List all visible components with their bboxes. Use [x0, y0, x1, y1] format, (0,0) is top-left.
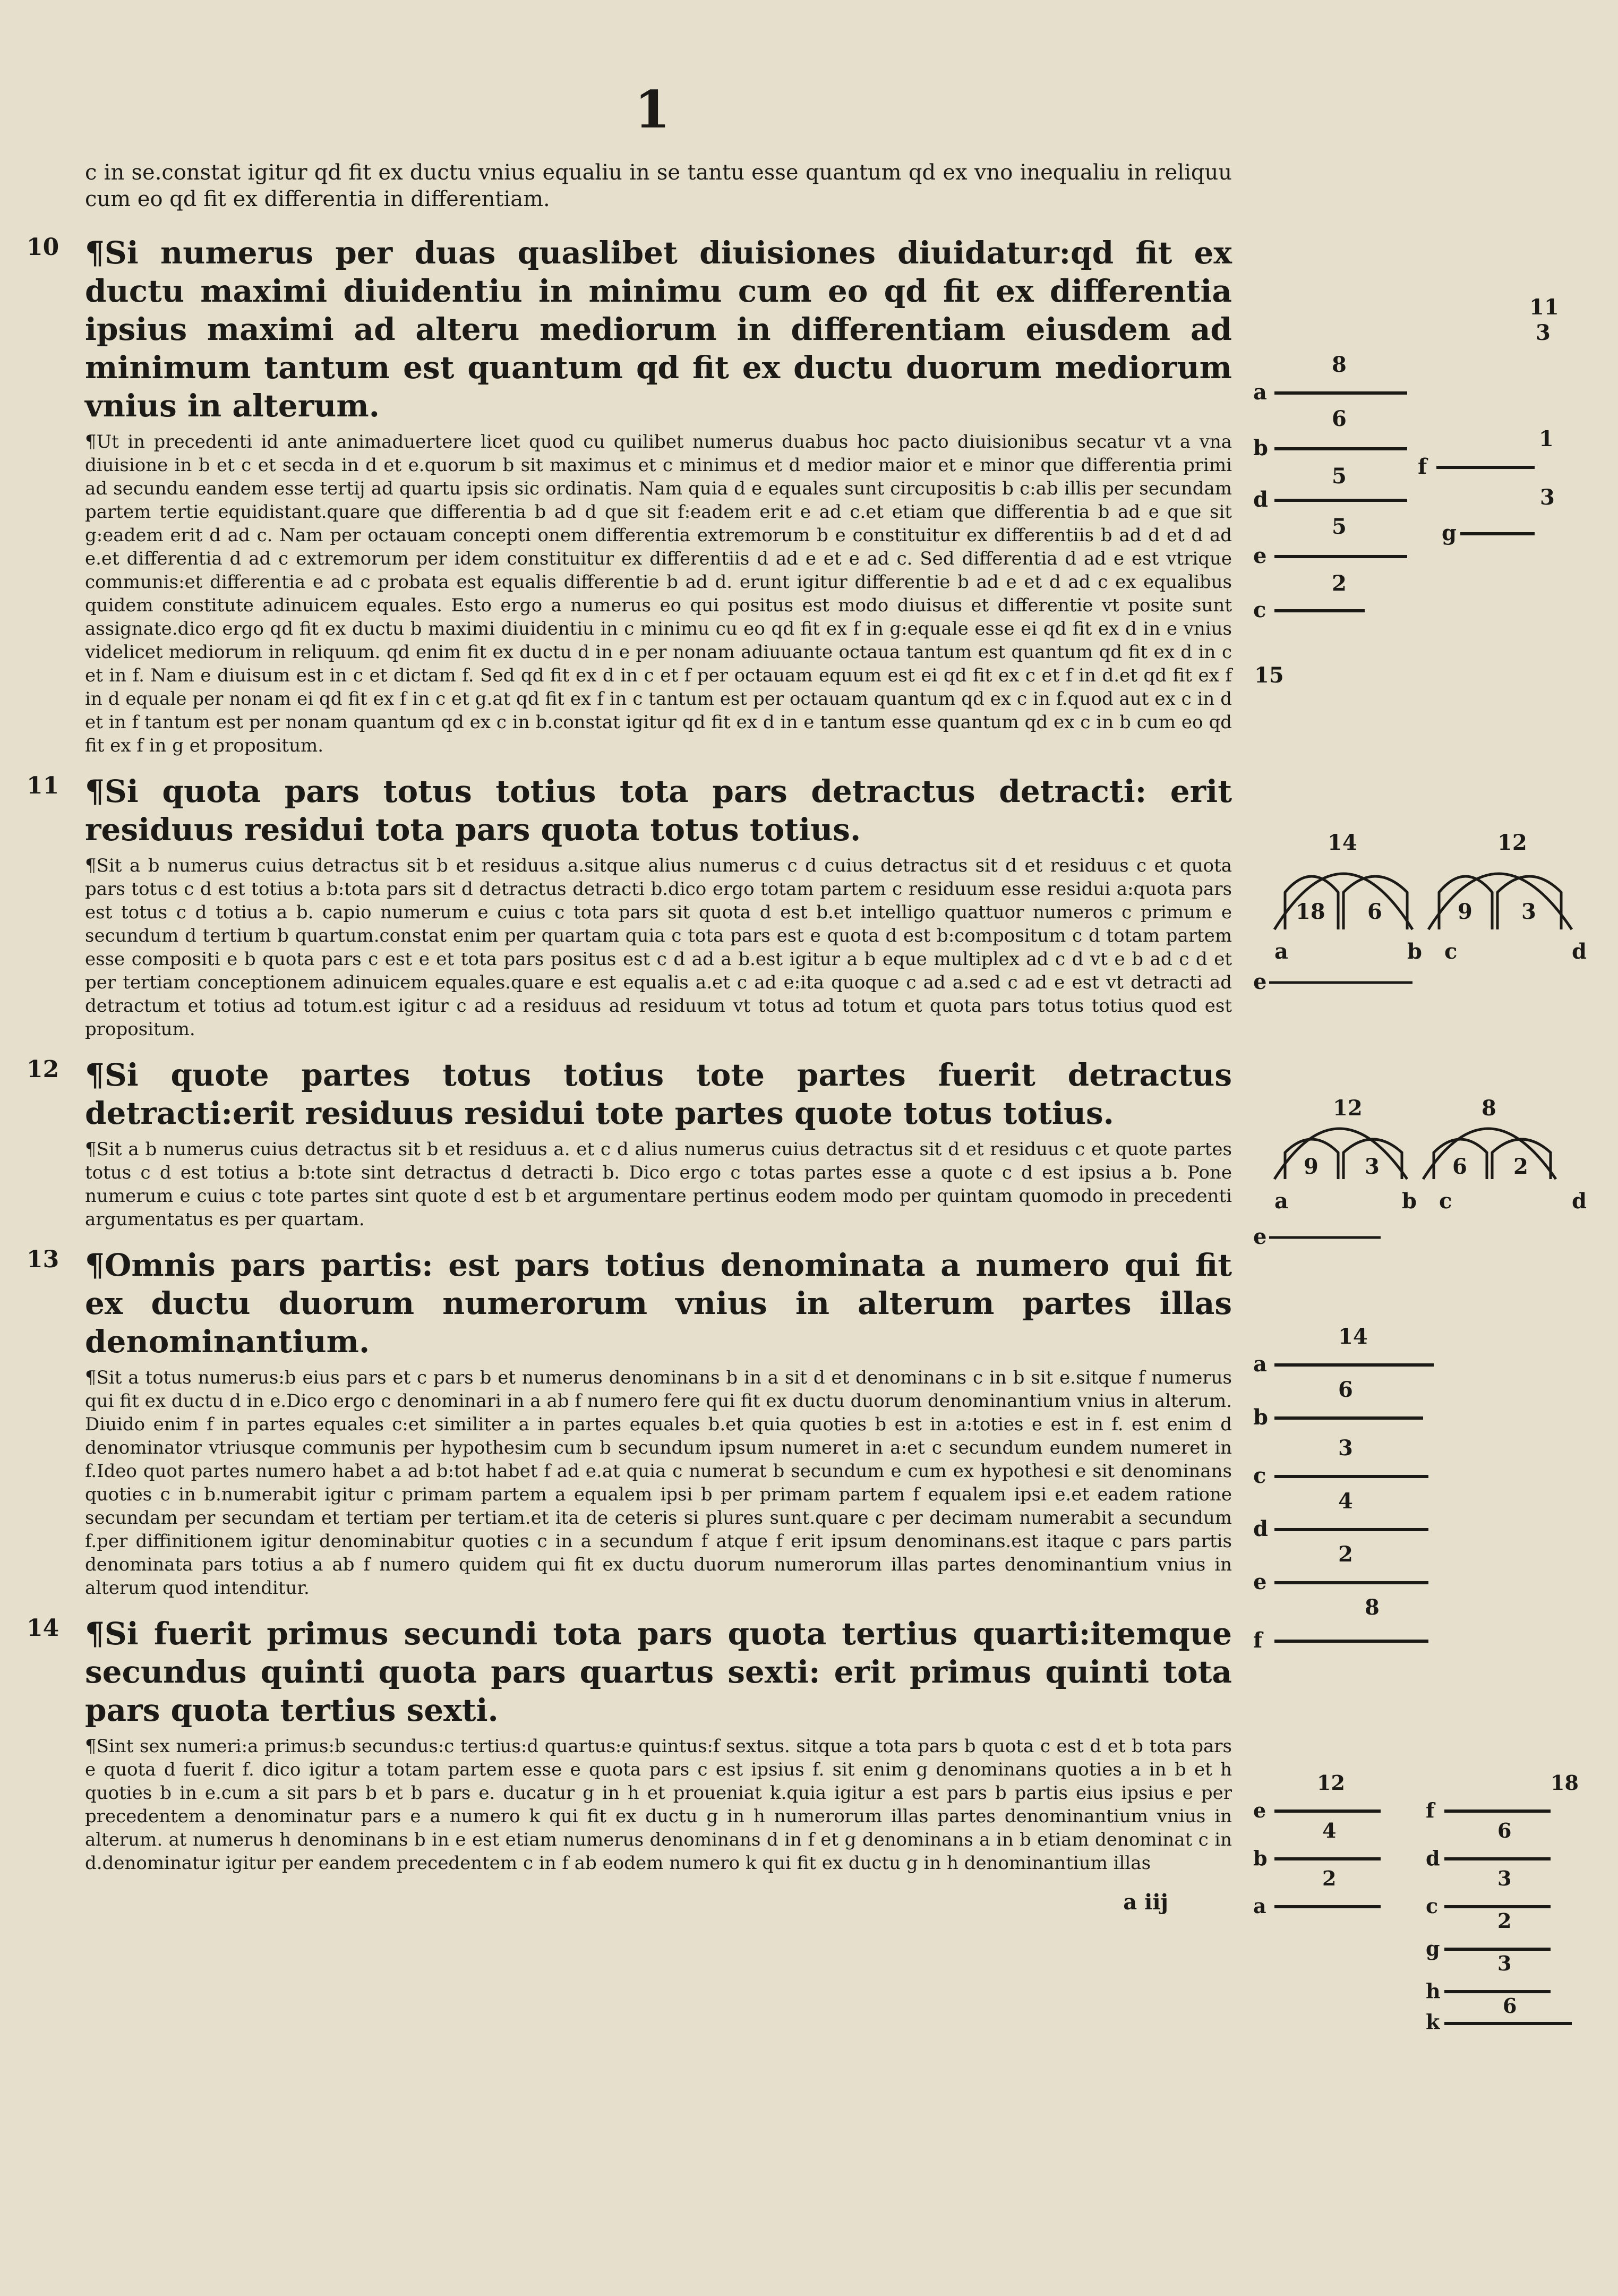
label-letter: d — [1572, 939, 1587, 964]
proposition-number: 11 — [27, 772, 59, 799]
label-number: 6 — [1338, 1377, 1353, 1402]
label-letter: a — [1253, 1352, 1267, 1377]
label-letter: d — [1253, 1516, 1268, 1541]
paragraph-mark: ¶ — [85, 773, 105, 809]
figure-prop-14-svg — [1253, 1763, 1604, 2034]
label-number: 18 — [1296, 899, 1325, 924]
label-letter: a — [1274, 939, 1288, 964]
paragraph-mark: ¶ — [85, 1057, 105, 1093]
label-letter: a — [1253, 1894, 1266, 1918]
label-letter: a — [1274, 1189, 1288, 1214]
label-letter: e — [1253, 969, 1267, 994]
label-letter: b — [1253, 1405, 1268, 1430]
main-text-column — [27, 159, 1232, 1915]
proposition-enunciation — [85, 772, 1232, 849]
proposition-number: 12 — [27, 1056, 59, 1083]
label-number: 9 — [1304, 1154, 1319, 1179]
figure-prop-14 — [1253, 1763, 1604, 2034]
arch-right-outer — [1423, 1129, 1556, 1179]
label-number: 12 — [1497, 830, 1527, 855]
enunciation-text: Si numerus per duas quaslibet diuisiones diuidatur:qd fit ex ductu maximi diuidentiu in minimu cum eo qd fit ex differentia ipsius maximi ad alteru mediorum in differentiam eiusdem ad minimum tantum est quantum qd fit ex ductu duorum mediorum vnius in alterum. — [85, 235, 1232, 424]
label-number: 14 — [1328, 830, 1357, 855]
label-number: 2 — [1513, 1154, 1528, 1179]
label-number: 4 — [1322, 1819, 1337, 1842]
paragraph-mark: ¶ — [85, 1616, 105, 1652]
label-letter: e — [1253, 1569, 1267, 1594]
label-number: 2 — [1322, 1866, 1337, 1890]
figure-prop-13 — [1253, 1317, 1604, 1678]
label-letter: c — [1253, 1463, 1266, 1488]
label-number: 15 — [1254, 663, 1284, 688]
label-number: 11 — [1529, 295, 1559, 320]
label-number: 3 — [1365, 1154, 1380, 1179]
enunciation-text: Omnis pars partis: est pars totius denominata a numero qui fit ex ductu duorum numerorum vnius in alterum partes illas denominantium. — [85, 1247, 1232, 1360]
figure-prop-12-svg — [1253, 1083, 1604, 1259]
label-letter: d — [1426, 1846, 1440, 1870]
enunciation-text: Si quote partes totus totius tote partes fuerit detractus detracti:erit residuus residui tote partes quote totus totius. — [85, 1057, 1232, 1131]
label-number: 9 — [1458, 899, 1473, 924]
figure-prop-10-svg — [1253, 266, 1604, 701]
proposition-demonstration: ¶Sit a b numerus cuius detractus sit b et residuus a. et c d alius numerus cuius detractus sit d et residuus c et quote partes totus c d est totius a b:tote sint detractus d detracti b. Dico ergo c totas partes esse a quote c d est ipsius a b. Pone numerum e cuius c tote partes sint quote d est b et argumentare pertinus eodem modo per quintam quomodo in precedenti argumentatus es per quartam. — [85, 1139, 1232, 1230]
enunciation-text: Si quota pars totus totius tota pars detractus detracti: erit residuus residui tota pars quota totus totius. — [85, 773, 1232, 848]
label-letter: k — [1426, 2010, 1440, 2034]
label-number: 3 — [1536, 320, 1551, 345]
label-number: 3 — [1521, 899, 1536, 924]
paragraph-mark: ¶ — [85, 235, 105, 271]
label-number: 3 — [1497, 1866, 1512, 1890]
margin-figures — [1253, 0, 1604, 2296]
proposition-10 — [27, 234, 1232, 757]
label-number: 3 — [1497, 1951, 1512, 1975]
label-number: 3 — [1540, 485, 1555, 510]
figure-prop-11 — [1253, 807, 1604, 1030]
proposition-13 — [27, 1246, 1232, 1600]
proposition-14 — [27, 1615, 1232, 1875]
label-letter: b — [1407, 939, 1422, 964]
proposition-enunciation — [85, 234, 1232, 425]
label-letter: e — [1253, 1224, 1267, 1249]
proposition-number: 14 — [27, 1615, 59, 1642]
proposition-demonstration: ¶Sit a b numerus cuius detractus sit b et residuus a.sitque alius numerus c d cuius detractus sit d et residuus c et quota pars totus c d est totius a b:tota pars sit d detractus detracti b.dico ergo totam partem c residuum esse residui a:quota pars est totus c d totius a b. capio numerum e cuius c tota pars sit quota d est b.et intelligo quattuor numeros c primum e secundum d tertium b quartum.constat enim per quartam quia c tota pars est e quota d est b:compositum c d totam partem esse compositi e b quota pars c est e et tota pars positus est c d ad a b.est igitur a b eque multiplex ad c d vt e b ad c d et per tertiam conceptionem adinuicem equales.quare e est equalis a.et c ad e:ita quoque c ad a.sed c ad e est vt detracti ad detractum et totius ad totum.est igitur c ad a residuus ad residuum vt totus ad totum et quota pars totus totius quod est propositum. — [85, 855, 1232, 1040]
proposition-demonstration: ¶Ut in precedenti id ante animaduertere licet quod cu quilibet numerus duabus hoc pacto diuisionibus secatur vt a vna diuisione in b et c et secda in d et e.quorum b sit maximus et c minimus et d medior maior et e minor que differentia primi ad secundu eandem esse tertij ad quartu ipsis sic ordinatis. Nam quia d e equales sunt circupositis b c:ab illis per secundam partem tertie equidistant.quare que differentia b ad d que sit f:eadem erit e ad c.et etiam que differentia b ad e que sit g:eadem erit d ad c. Nam per octauam concepti onem differentia extremorum b e constituitur ex differentiis b ad d et d ad e.et differentia d ad c extremorum per idem constituitur ex differentiis d ad e et e ad c. Sed differentia d ad e est vtrique communis:et differentia e ad c probata est equalis differentie b ad d. erunt igitur differentie b ad e et d ad c ex equalibus quidem constitute adinuicem equales. Esto ergo a numerus eo qui positus est modo diuisus et differentie vt posite sunt assignate.dico ergo qd fit ex ductu b maximi diuidentiu in c minimu cu eo qd fit ex f in g:equale esse ei qd fit ex d in e vnius videlicet mediorum in reliquum. qd enim fit ex ductu d in e per nonam adiuuante octaua tantum est quantum qd fit ex d in c et in f. Nam e diuisum est in c et dictam f. Sed qd fit ex d in c et f per octauam equum est ei qd fit ex c et f in d.et qd fit ex f in d equale per nonam ei qd fit ex f in c et g.at qd fit ex f in c tantum est per octauam quantum qd ex c in f.quod aut ex c in d et in f tantum est per nonam quantum qd ex c in b.constat igitur qd fit ex d in e tantum esse quantum qd ex c in b cum eo qd fit ex f in g et propositum. — [85, 431, 1232, 756]
label-letter: g — [1426, 1936, 1440, 1960]
proposition-number: 10 — [27, 234, 59, 261]
label-number: 6 — [1503, 1994, 1517, 2018]
label-letter: f — [1426, 1798, 1435, 1822]
label-letter: h — [1426, 1979, 1441, 2003]
label-letter: f — [1418, 454, 1427, 479]
proposition-11 — [27, 772, 1232, 1041]
enunciation-text: Si fuerit primus secundi tota pars quota tertius quarti:itemque secundus quinti quota pars quartus sexti: erit primus quinti tota pars quota tertius sexti. — [85, 1616, 1232, 1728]
figure-prop-11-svg — [1253, 807, 1604, 1030]
proposition-enunciation — [85, 1615, 1232, 1729]
label-letter: c — [1444, 939, 1458, 964]
label-number: 14 — [1338, 1324, 1368, 1349]
label-letter: a — [1253, 380, 1267, 405]
label-letter: e — [1253, 543, 1267, 568]
label-number: 1 — [1539, 426, 1554, 451]
label-number: 12 — [1317, 1771, 1345, 1795]
figure-prop-12 — [1253, 1083, 1604, 1259]
label-letter: d — [1253, 487, 1268, 512]
arch-left-outer — [1274, 1129, 1407, 1179]
label-number: 4 — [1338, 1489, 1353, 1514]
label-number: 12 — [1333, 1096, 1363, 1121]
proposition-enunciation — [85, 1056, 1232, 1132]
label-number: 5 — [1332, 514, 1347, 539]
proposition-demonstration: ¶Sint sex numeri:a primus:b secundus:c tertius:d quartus:e quintus:f sextus. sitque a tota pars b quota c est d et b tota pars e quota d fuerit f. dico igitur a totam partem esse e quota pars c est ipsius f. sit enim g denominans quoties a in b et h quoties b in e.cum a sit pars b et b pars e. ducatur g in h et proueniat k.quia igitur a est pars b partis eius ipsius e per precedentem a denominatur pars e a numero k qui fit ex ductu g in h numerorum illas partes denominantium vnius in alterum. at numerus h denominans b in e est etiam numerus denominans d in f et g denominans a in b etiam denominat c in d.denominatur igitur per eandem precedentem c in f ab eodem numero k qui fit ex ductu g in h denominantium illas — [85, 1736, 1232, 1874]
label-letter: g — [1442, 520, 1457, 545]
label-letter: b — [1253, 1846, 1268, 1870]
figure-prop-13-svg — [1253, 1317, 1604, 1678]
label-letter: c — [1439, 1189, 1452, 1214]
label-letter: d — [1572, 1189, 1587, 1214]
paragraph-mark: ¶ — [85, 1247, 105, 1283]
label-number: 6 — [1497, 1819, 1512, 1842]
proposition-number: 13 — [27, 1246, 59, 1273]
label-letter: c — [1426, 1894, 1439, 1918]
label-number: 5 — [1332, 464, 1347, 489]
label-number: 18 — [1551, 1771, 1579, 1795]
label-letter: e — [1253, 1798, 1266, 1822]
label-letter: f — [1253, 1628, 1263, 1653]
label-number: 2 — [1338, 1542, 1353, 1567]
signature-mark: a iij — [1123, 1890, 1168, 1915]
label-letter: b — [1402, 1189, 1417, 1214]
label-number: 3 — [1338, 1436, 1353, 1461]
label-number: 8 — [1365, 1595, 1380, 1620]
folio-number: 1 — [635, 80, 670, 140]
label-number: 2 — [1332, 571, 1347, 596]
proposition-demonstration: ¶Sit a totus numerus:b eius pars et c pars b et numerus denominans b in a sit d et denominans c in b sit e.sitque f numerus qui fit ex ductu d in e.Dico ergo c denominari in a ab f numero fere qui fit ex ductu duorum denominantium vnius in alterum. Diuido enim f in partes equales c:et similiter a in partes equales b.et quia quoties b est in a:toties e est in f. est enim d denominator vtriusque communis per hypothesim cum b secundum ipsum numeret in a:et c secundum eundem numeret in f.Ideo quot partes numero habet a ad b:tot habet f ad e.at quia c numerat b secundum e cum ex hypothesi e sit denominans quoties c in b.numerabit igitur c primam partem a equalem ipsi b per primam partem f equalem ipsi e.et eadem ratione secundam per secundam et tertiam per tertiam.et ita de ceteris si plures sunt.quare c per decimam numerabit a secundum f.per diffinitionem igitur denominabitur quoties c in a secundum f atque f erit ipsum denominans.est itaque c pars partis denominata pars totius a ab f numero quidem qui fit ex ductu duorum numerorum illas partes denominantium vnius in alterum quod intenditur. — [85, 1367, 1232, 1599]
label-number: 2 — [1497, 1909, 1512, 1933]
proposition-enunciation — [85, 1246, 1232, 1361]
proposition-12 — [27, 1056, 1232, 1231]
label-number: 6 — [1452, 1154, 1467, 1179]
label-number: 6 — [1332, 406, 1347, 431]
label-number: 8 — [1482, 1096, 1496, 1121]
label-number: 6 — [1367, 899, 1382, 924]
intro-text: c in se.constat igitur qd fit ex ductu vnius equaliu in se tantu esse quantum qd ex vno inequaliu in reliquu cum eo qd fit ex differentia in differentiam. — [85, 160, 1232, 211]
label-number: 8 — [1332, 352, 1347, 377]
figure-prop-10 — [1253, 266, 1604, 701]
label-letter: c — [1253, 598, 1266, 622]
label-letter: b — [1253, 436, 1268, 460]
